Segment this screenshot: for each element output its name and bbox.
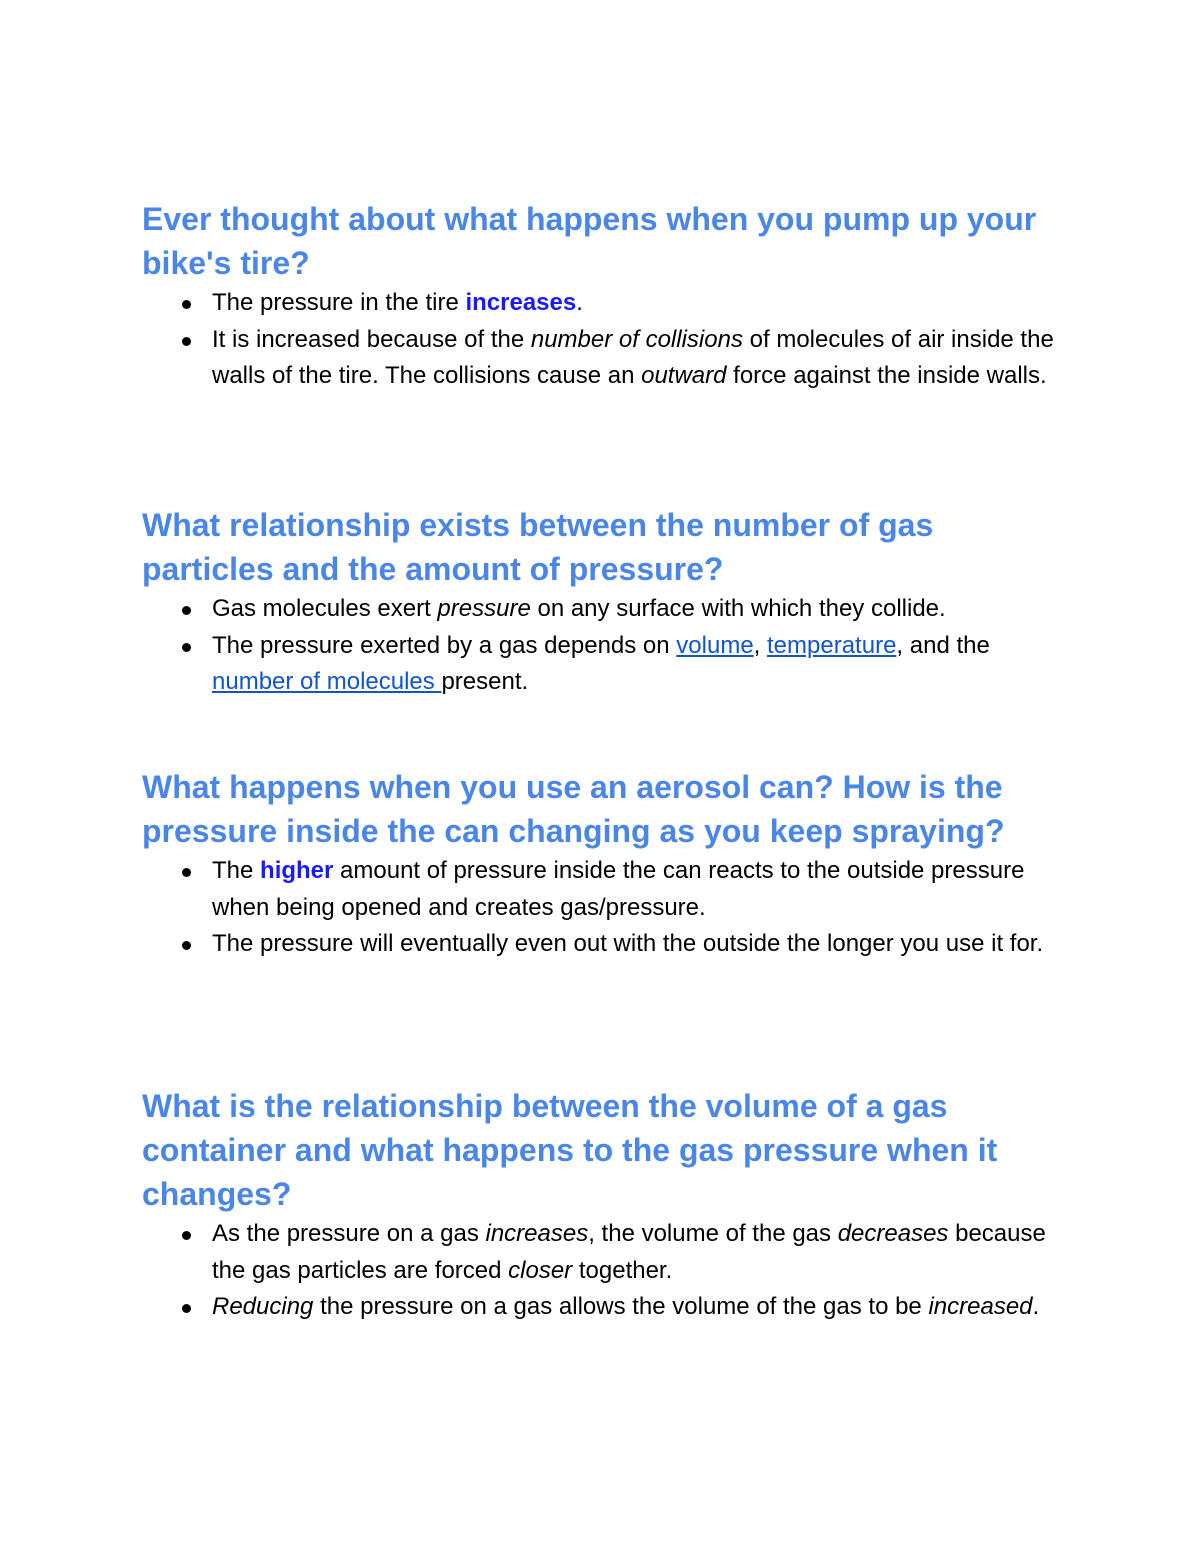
list-item: Gas molecules exert pressure on any surface with which they collide.	[142, 591, 1072, 628]
section-bike-tire	[142, 197, 1072, 395]
bullet-list	[142, 591, 1072, 701]
list-item: As the pressure on a gas increases, the volume of the gas decreases because the gas particles are forced closer together.	[142, 1216, 1072, 1289]
link-volume[interactable]: volume	[676, 631, 754, 659]
list-item: The pressure in the tire increases.	[142, 285, 1072, 322]
bullet-icon	[182, 337, 191, 346]
emphasis-higher: higher	[260, 857, 334, 884]
section-aerosol-can	[142, 765, 1072, 963]
emphasis-increases: increases	[465, 289, 577, 316]
section-volume-pressure	[142, 1084, 1072, 1326]
link-number-of-molecules[interactable]: number of molecules	[212, 668, 442, 695]
bullet-icon	[182, 1231, 191, 1240]
link-temperature[interactable]: temperature	[767, 631, 897, 659]
section-heading: What is the relationship between the volume of a gas container and what happens to the gas pressure when it changes?	[142, 1088, 998, 1212]
list-item: It is increased because of the number of collisions of molecules of air inside the walls of the tire. The collisions cause an outward force against the inside walls.	[142, 322, 1072, 395]
bullet-icon	[182, 868, 191, 877]
bullet-list	[142, 1216, 1072, 1326]
section-heading: Ever thought about what happens when you pump up your bike's tire?	[142, 201, 1037, 281]
bullet-icon	[182, 941, 191, 950]
list-item: The pressure will eventually even out with the outside the longer you use it for.	[142, 926, 1072, 963]
list-item: The higher amount of pressure inside the can reacts to the outside pressure when being opened and creates gas/pressure.	[142, 853, 1072, 926]
section-heading: What happens when you use an aerosol can? How is the pressure inside the can changing as you keep spraying?	[142, 769, 1005, 849]
list-item: The pressure exerted by a gas depends on volume, temperature, and the number of molecules present.	[142, 628, 1072, 701]
bullet-list	[142, 853, 1072, 963]
bullet-icon	[182, 643, 191, 652]
bullet-icon	[182, 300, 191, 309]
bullet-list	[142, 285, 1072, 395]
section-heading: What relationship exists between the number of gas particles and the amount of pressure?	[142, 507, 934, 587]
list-item: Reducing the pressure on a gas allows the volume of the gas to be increased.	[142, 1289, 1072, 1326]
bullet-icon	[182, 606, 191, 615]
bullet-icon	[182, 1304, 191, 1313]
section-gas-particles	[142, 503, 1072, 701]
